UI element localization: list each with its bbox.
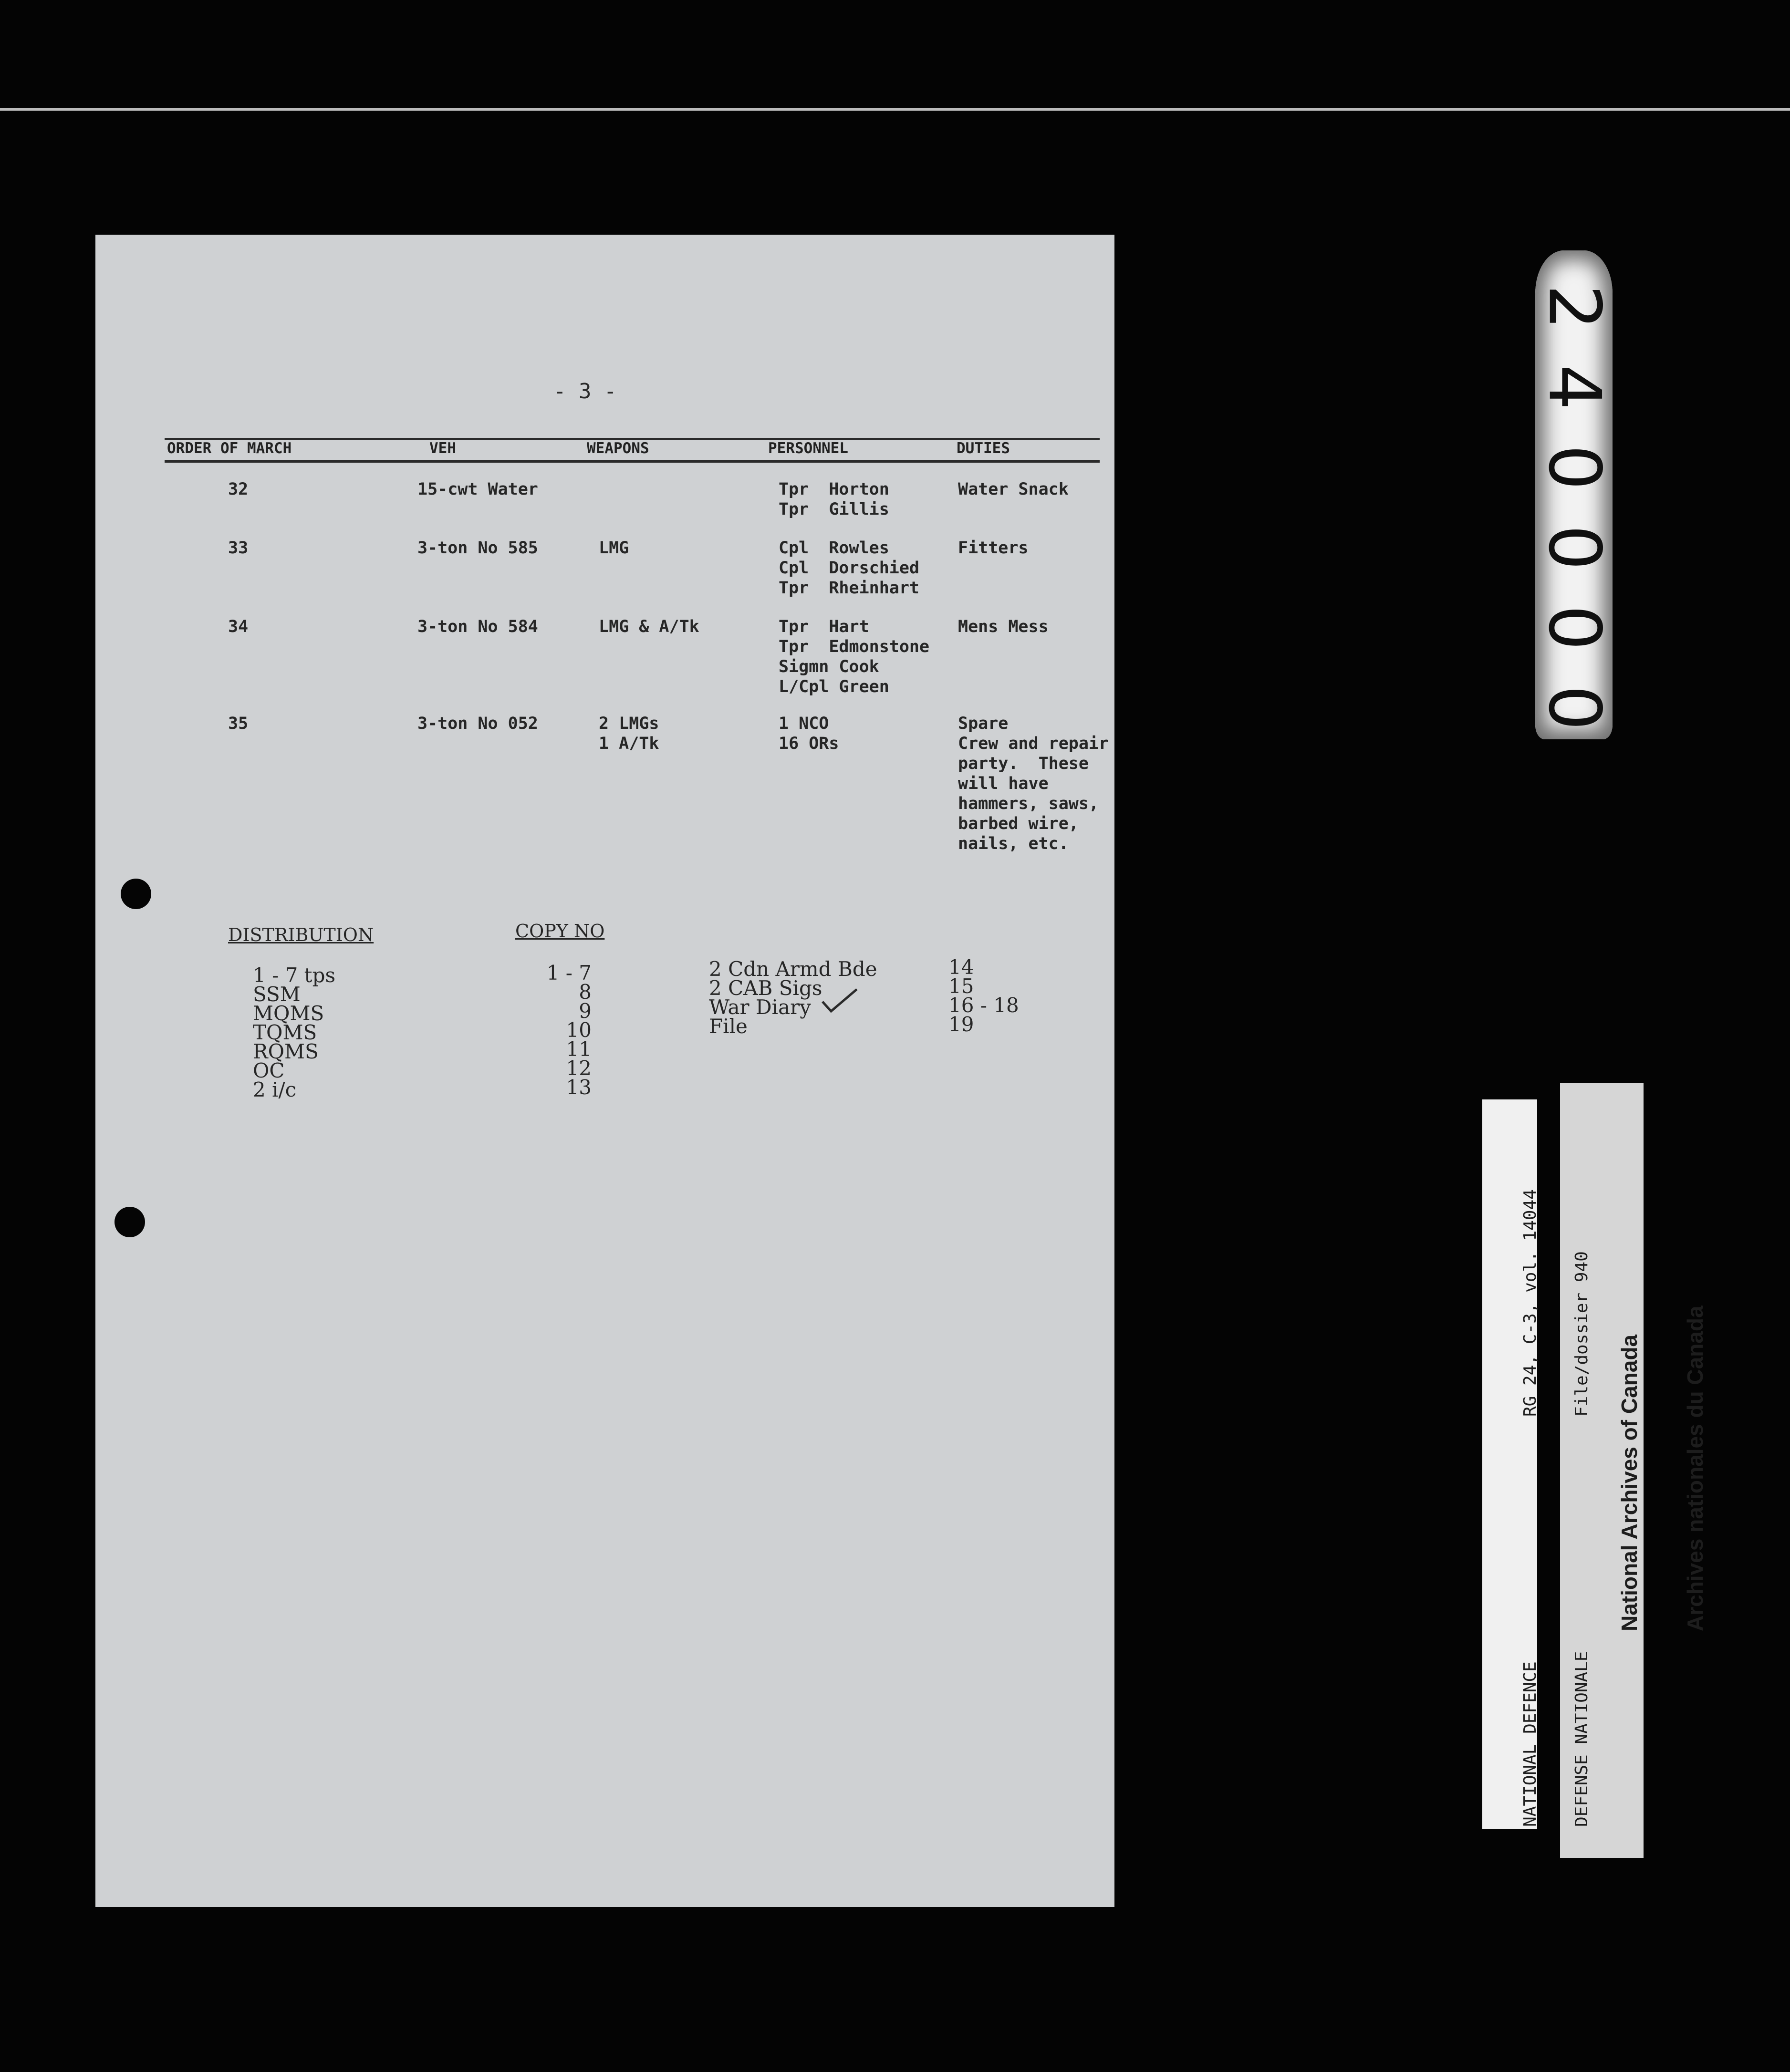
row-vehicle: 3-ton No 585: [417, 539, 538, 558]
archives-name-french: Archives nationales du Canada: [1683, 1305, 1707, 1631]
row-vehicle: 15-cwt Water: [417, 480, 538, 499]
department-name: [1488, 1651, 1608, 1827]
punch-hole: [114, 1207, 145, 1237]
row-weapons: LMG: [599, 539, 629, 558]
reel-digit: 0: [1533, 685, 1616, 731]
row-vehicle: 3-ton No 052: [417, 714, 538, 733]
row-order: 34: [228, 617, 249, 636]
row-weapons: LMG & A/Tk: [599, 617, 699, 636]
row-order: 32: [228, 480, 249, 499]
row-duties: Water Snack: [958, 480, 1069, 499]
record-group-reference: RG 24, C-3, vol. 14044: [1520, 1189, 1540, 1417]
header-duties: DUTIES: [957, 440, 1010, 457]
copy-no-heading: COPY NO: [515, 921, 605, 942]
film-edge-line: [0, 108, 1790, 111]
page-number: - 3 -: [553, 379, 617, 404]
handwritten-checkmark: [821, 987, 859, 1016]
row-order: 33: [228, 539, 249, 558]
header-veh: VEH: [429, 440, 456, 457]
row-order: 35: [228, 714, 249, 733]
row-duties: Spare Crew and repair party. These will have hammers, saws, barbed wire, nails, etc.: [958, 714, 1109, 853]
row-personnel: Cpl Rowles Cpl Dorschied Tpr Rheinhart: [779, 539, 920, 598]
distribution-right-names: 2 Cdn Armd Bde 2 CAB Sigs War Diary File: [709, 957, 877, 1038]
row-vehicle: 3-ton No 584: [417, 617, 538, 636]
row-personnel: Tpr Horton Tpr Gillis: [779, 480, 889, 519]
file-dossier-reference: File/dossier 940: [1572, 1251, 1592, 1417]
archives-name: [1574, 1305, 1728, 1631]
archives-name-english: National Archives of Canada: [1617, 1334, 1642, 1631]
reel-digit: 0: [1533, 605, 1616, 651]
reel-digit: 0: [1533, 525, 1616, 570]
department-line-english: NATIONAL DEFENCE: [1520, 1661, 1540, 1827]
row-personnel: Tpr Hart Tpr Edmonstone Sigmn Cook L/Cpl Green: [779, 617, 930, 696]
reel-digit: 0: [1533, 445, 1616, 490]
table-header-rule: [165, 460, 1100, 463]
row-weapons: 2 LMGs 1 A/Tk: [599, 714, 659, 753]
distribution-heading: DISTRIBUTION: [228, 924, 374, 945]
distribution-left-copies: 1 - 7 8 9 10 11 12 13: [546, 961, 592, 1099]
row-personnel: 1 NCO 16 ORs: [779, 714, 839, 753]
reel-number: [1533, 267, 1616, 748]
header-personnel: PERSONNEL: [768, 440, 848, 457]
distribution-right-copies: 14 15 16 - 18 19: [948, 955, 1019, 1036]
department-line-french: DEFENSE NATIONALE: [1572, 1651, 1592, 1827]
header-weapons: WEAPONS: [587, 440, 649, 457]
reel-digit: 4: [1533, 364, 1616, 410]
row-duties: Mens Mess: [958, 617, 1049, 636]
reel-digit: 2: [1533, 284, 1616, 330]
distribution-left-names: 1 - 7 tps SSM MQMS TQMS RQMS OC 2 i/c: [253, 963, 336, 1101]
header-order-of-march: ORDER OF MARCH: [167, 440, 292, 457]
punch-hole: [121, 879, 151, 909]
row-duties: Fitters: [958, 539, 1029, 558]
